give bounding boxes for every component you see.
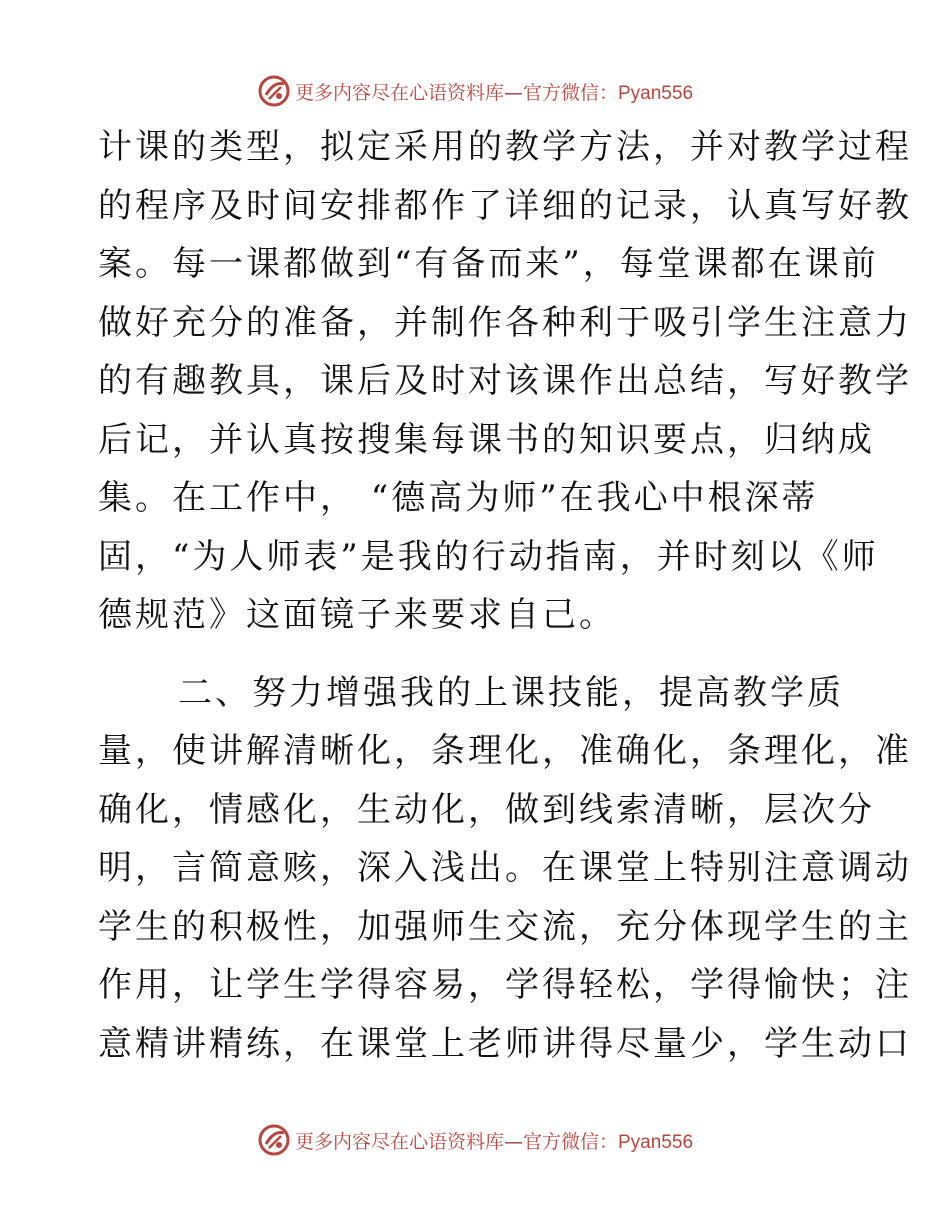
text-line: 德规范》这面镜子来要求自己。 xyxy=(98,595,616,635)
footer-account: Pyan556 xyxy=(618,1131,694,1153)
text-line: 集。在工作中， “德高为师”在我心中根深蒂 xyxy=(98,478,819,518)
footer-watermark-text xyxy=(295,1127,693,1154)
header-banner xyxy=(0,71,950,111)
text-line: 明，言简意赅，深入浅出。在课堂上特别注意调动 xyxy=(98,848,912,888)
text-line: 作用，让学生学得容易，学得轻松，学得愉快；注 xyxy=(98,965,912,1005)
text-line: 意精讲精练，在课堂上老师讲得尽量少，学生动口 xyxy=(98,1023,912,1064)
text-line: 固，“为人师表”是我的行动指南，并时刻以《师 xyxy=(98,536,879,577)
header-watermark-text xyxy=(295,78,693,105)
brand-logo-icon xyxy=(257,74,291,108)
header-account: Pyan556 xyxy=(618,82,694,104)
brand-logo-icon xyxy=(257,1123,291,1157)
header-separator: — xyxy=(503,81,523,104)
header-wechat-label: 官方微信： xyxy=(522,81,618,104)
footer-separator: — xyxy=(503,1130,523,1153)
header-brand-text: 更多内容尽在心语资料库 xyxy=(294,81,504,104)
text-line: 案。每一课都做到“有备而来”，每堂课都在课前 xyxy=(98,244,879,284)
footer-brand-text: 更多内容尽在心语资料库 xyxy=(294,1130,504,1153)
text-line: 量，使讲解清晰化，条理化，准确化，条理化，准 xyxy=(98,731,912,771)
paragraph-gap xyxy=(98,645,858,664)
text-line: 做好充分的准备，并制作各种利于吸引学生注意力 xyxy=(98,302,912,343)
section-heading-line: 二、努力增强我的上课技能，提高教学质 xyxy=(178,672,844,713)
text-line: 学生的积极性，加强师生交流，充分体现学生的主 xyxy=(98,906,912,947)
text-line: 确化，情感化，生动化，做到线索清晰，层次分 xyxy=(98,789,875,830)
paragraph-2 xyxy=(98,664,912,1074)
text-line: 的有趣教具，课后及时对该课作出总结，写好教学 xyxy=(98,361,912,401)
paragraph-1 xyxy=(98,118,912,645)
footer-banner xyxy=(0,1120,950,1160)
text-line: 计课的类型，拟定采用的教学方法，并对教学过程 xyxy=(98,127,912,167)
document-body xyxy=(98,118,912,1073)
text-line: 的程序及时间安排都作了详细的记录，认真写好教 xyxy=(98,185,912,226)
footer-wechat-label: 官方微信： xyxy=(522,1130,618,1153)
text-line: 后记，并认真按搜集每课书的知识要点，归纳成 xyxy=(98,419,875,460)
